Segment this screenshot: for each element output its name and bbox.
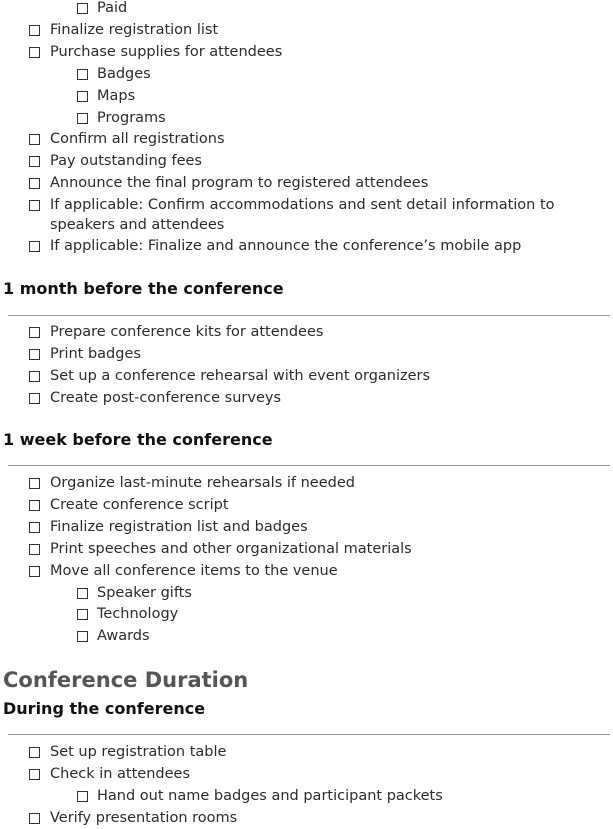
checklist-item: Finalize registration list and badges xyxy=(50,519,308,535)
checkbox-icon[interactable] xyxy=(77,3,88,14)
checklist-item: Organize last-minute rehearsals if needed xyxy=(50,475,355,491)
checkbox-icon[interactable] xyxy=(29,156,40,167)
divider xyxy=(8,465,610,466)
checklist-item: Awards xyxy=(97,628,150,644)
checkbox-icon[interactable] xyxy=(29,522,40,533)
checklist-item: Create post-conference surveys xyxy=(50,390,281,406)
checklist-item: Move all conference items to the venue xyxy=(50,563,338,579)
section-heading-week: 1 week before the conference xyxy=(3,430,273,449)
divider xyxy=(8,734,610,735)
checklist-item: Programs xyxy=(97,110,166,126)
checkbox-icon[interactable] xyxy=(77,791,88,802)
section-title-duration: Conference Duration xyxy=(3,668,249,692)
section-heading-during: During the conference xyxy=(3,699,206,718)
checkbox-icon[interactable] xyxy=(29,544,40,555)
checklist-item: Print badges xyxy=(50,346,141,362)
checklist-item: Set up registration table xyxy=(50,744,227,760)
checkbox-icon[interactable] xyxy=(29,371,40,382)
checklist-item: If applicable: Finalize and announce the conference’s mobile app xyxy=(50,238,522,254)
checkbox-icon[interactable] xyxy=(29,134,40,145)
checklist-item-continuation: speakers and attendees xyxy=(50,217,225,233)
checkbox-icon[interactable] xyxy=(29,813,40,824)
checkbox-icon[interactable] xyxy=(29,178,40,189)
checklist-item: Create conference script xyxy=(50,497,229,513)
checklist-item: Announce the final program to registered attendees xyxy=(50,175,429,191)
checklist-item: Prepare conference kits for attendees xyxy=(50,324,324,340)
checklist-item: Verify presentation rooms xyxy=(50,810,238,826)
checkbox-icon[interactable] xyxy=(77,113,88,124)
checklist-item: Confirm all registrations xyxy=(50,131,225,147)
checkbox-icon[interactable] xyxy=(29,349,40,360)
checklist-item: Speaker gifts xyxy=(97,585,192,601)
checkbox-icon[interactable] xyxy=(77,69,88,80)
checklist-item: Technology xyxy=(97,606,179,622)
checkbox-icon[interactable] xyxy=(29,500,40,511)
checklist-item: Set up a conference rehearsal with event organizers xyxy=(50,368,431,384)
checklist-item: Paid xyxy=(97,0,128,16)
checklist-item: Hand out name badges and participant packets xyxy=(97,788,443,804)
checkbox-icon[interactable] xyxy=(77,91,88,102)
checkbox-icon[interactable] xyxy=(77,588,88,599)
checklist-item: Badges xyxy=(97,66,151,82)
checkbox-icon[interactable] xyxy=(29,478,40,489)
checkbox-icon[interactable] xyxy=(29,393,40,404)
checklist-item: Finalize registration list xyxy=(50,22,219,38)
checkbox-icon[interactable] xyxy=(29,200,40,211)
checkbox-icon[interactable] xyxy=(29,566,40,577)
checkbox-icon[interactable] xyxy=(29,47,40,58)
checkbox-icon[interactable] xyxy=(29,747,40,758)
checkbox-icon[interactable] xyxy=(29,327,40,338)
checkbox-icon[interactable] xyxy=(29,769,40,780)
checklist-item: Purchase supplies for attendees xyxy=(50,44,283,60)
checkbox-icon[interactable] xyxy=(77,631,88,642)
checklist-item: Print speeches and other organizational materials xyxy=(50,541,412,557)
checklist-item: Maps xyxy=(97,88,136,104)
checklist-item: Pay outstanding fees xyxy=(50,153,202,169)
divider xyxy=(8,315,610,316)
checklist-item: Check in attendees xyxy=(50,766,191,782)
section-heading-month: 1 month before the conference xyxy=(3,279,284,298)
checkbox-icon[interactable] xyxy=(29,25,40,36)
checkbox-icon[interactable] xyxy=(29,241,40,252)
checklist-item: If applicable: Confirm accommodations and sent detail information to xyxy=(50,197,555,213)
checkbox-icon[interactable] xyxy=(77,609,88,620)
